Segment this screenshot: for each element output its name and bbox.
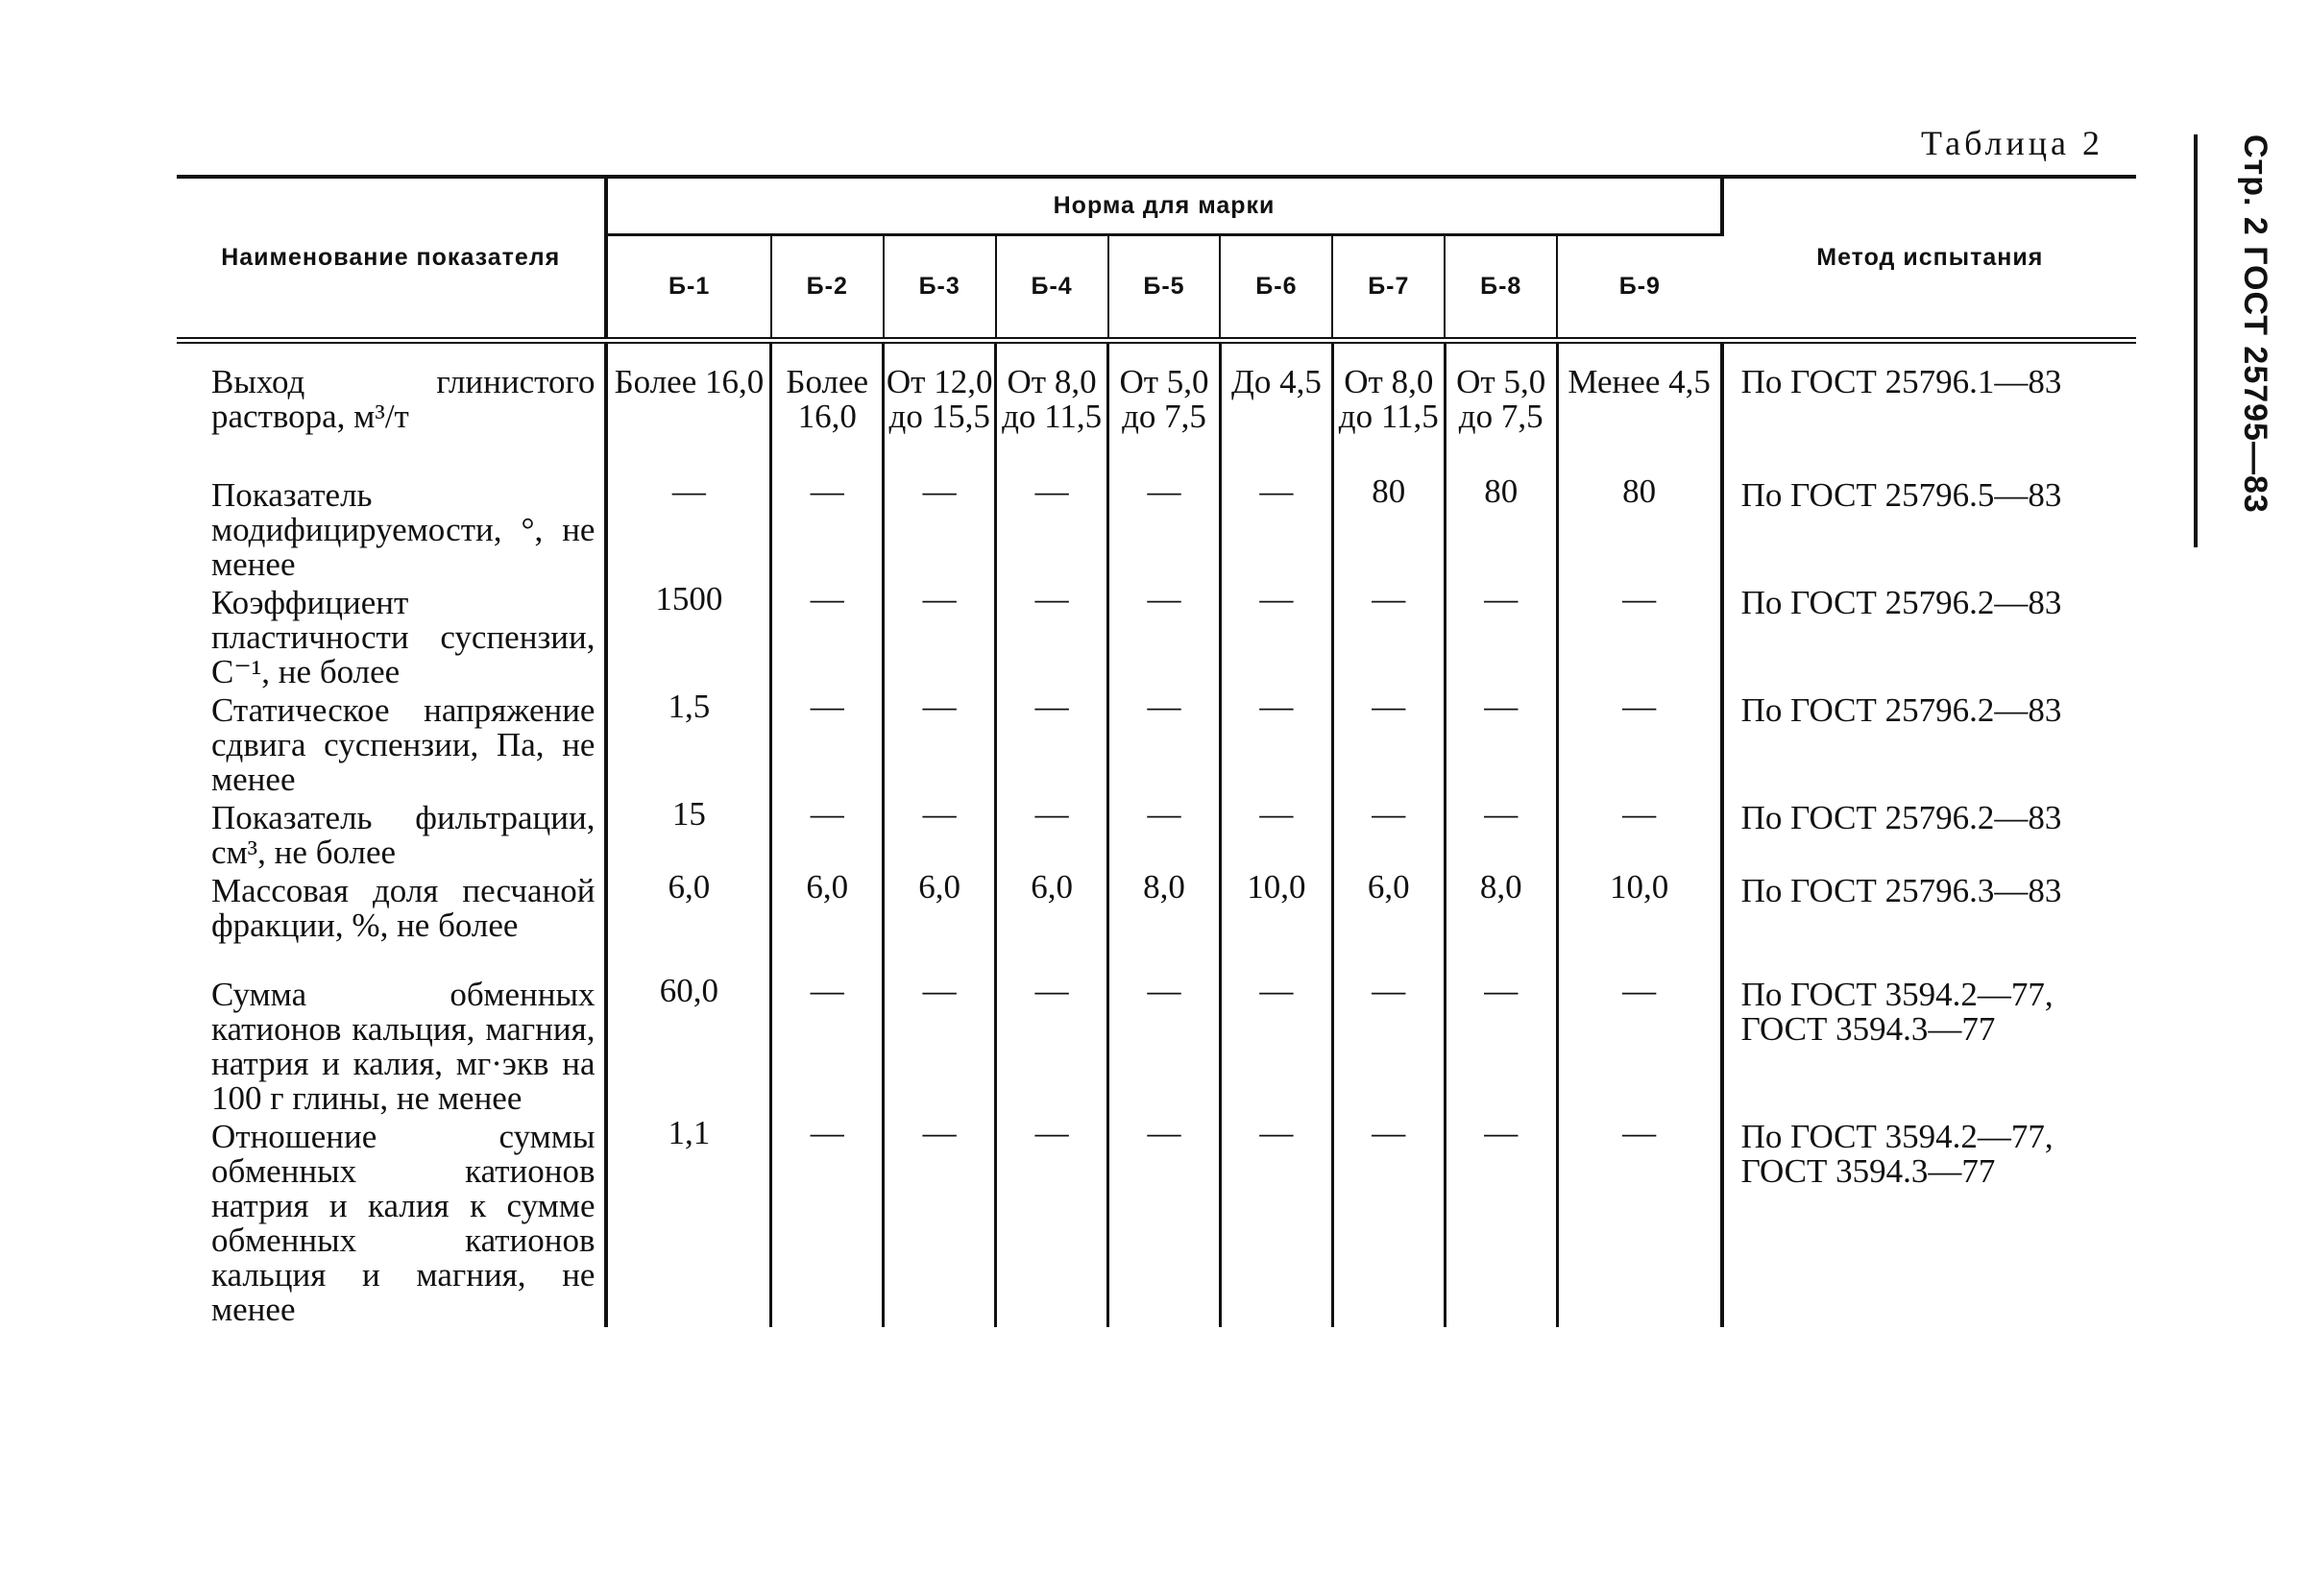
grade-value-cell: — (606, 474, 770, 582)
side-header-rule (2194, 134, 2198, 547)
table-row (177, 340, 2136, 474)
grade-value-cell: — (1332, 1116, 1445, 1327)
standards-table (177, 175, 2136, 1327)
grade-value-cell: 8,0 (1445, 870, 1557, 974)
grade-header: Б-5 (1108, 234, 1221, 340)
grade-value-cell: — (771, 974, 884, 1116)
grade-value-cell: — (1108, 797, 1221, 870)
grade-value-cell: — (996, 582, 1108, 689)
grade-value-cell: — (1445, 974, 1557, 1116)
grade-value-cell: — (1445, 582, 1557, 689)
grade-value-cell: — (771, 582, 884, 689)
grade-header: Б-8 (1445, 234, 1557, 340)
grade-value-cell: — (884, 474, 996, 582)
grade-value-cell: — (1108, 474, 1221, 582)
header-indicator-name: Наименование показателя (221, 243, 561, 271)
grade-value-cell: От 12,0 до 15,5 (884, 340, 996, 474)
grade-value-cell: Более 16,0 (606, 340, 770, 474)
test-method-cell: По ГОСТ 25796.3—83 (1722, 870, 2136, 974)
table-row (177, 870, 2136, 974)
grade-value-cell: — (771, 474, 884, 582)
grade-value-cell: — (996, 974, 1108, 1116)
grade-value-cell: 1,1 (606, 1116, 770, 1327)
grade-value-cell: — (1108, 582, 1221, 689)
table-row (177, 974, 2136, 1116)
grade-value-cell: — (1557, 1116, 1721, 1327)
grade-value-cell: — (1108, 689, 1221, 797)
grade-value-cell: — (884, 1116, 996, 1327)
header-norm-for-grade: Норма для марки (606, 177, 1721, 234)
page-side-header (2194, 134, 2290, 557)
grade-header: Б-1 (606, 234, 770, 340)
grade-value-cell: — (996, 797, 1108, 870)
grade-value-cell: Более 16,0 (771, 340, 884, 474)
grade-value-cell: — (1332, 689, 1445, 797)
table-row (177, 1116, 2136, 1327)
grade-header: Б-4 (996, 234, 1108, 340)
grade-value-cell: 8,0 (1108, 870, 1221, 974)
grade-value-cell: — (1108, 974, 1221, 1116)
grade-value-cell: — (1332, 582, 1445, 689)
table (177, 175, 2136, 1327)
grade-value-cell: — (1557, 582, 1721, 689)
test-method-cell: По ГОСТ 3594.2—77, ГОСТ 3594.3—77 (1722, 1116, 2136, 1327)
grade-value-cell: 6,0 (884, 870, 996, 974)
grade-value-cell: 10,0 (1220, 870, 1332, 974)
grade-header: Б-2 (771, 234, 884, 340)
grade-value-cell: — (1332, 797, 1445, 870)
test-method-cell: По ГОСТ 25796.2—83 (1722, 689, 2136, 797)
grade-value-cell: 15 (606, 797, 770, 870)
indicator-name-cell: Показатель модифицируемости, °, не менее (211, 476, 595, 583)
table-header (177, 177, 2136, 340)
indicator-name-cell: Показатель фильтрации, см³, не более (211, 799, 595, 871)
grade-value-cell: — (1220, 797, 1332, 870)
grade-header: Б-9 (1557, 234, 1721, 340)
test-method-cell: По ГОСТ 3594.2—77, ГОСТ 3594.3—77 (1722, 974, 2136, 1116)
grade-value-cell: — (884, 689, 996, 797)
grade-header: Б-6 (1220, 234, 1332, 340)
grade-value-cell: — (996, 1116, 1108, 1327)
grade-value-cell: От 5,0 до 7,5 (1108, 340, 1221, 474)
table-caption: Таблица 2 (1921, 124, 2103, 162)
grade-header: Б-7 (1332, 234, 1445, 340)
grade-value-cell: — (771, 797, 884, 870)
table-row (177, 474, 2136, 582)
grade-value-cell: От 8,0 до 11,5 (1332, 340, 1445, 474)
grade-value-cell: — (1557, 797, 1721, 870)
grade-value-cell: От 8,0 до 11,5 (996, 340, 1108, 474)
grade-value-cell: — (1220, 582, 1332, 689)
table-row (177, 582, 2136, 689)
grade-value-cell: От 5,0 до 7,5 (1445, 340, 1557, 474)
grade-value-cell: 6,0 (771, 870, 884, 974)
grade-value-cell: — (1557, 974, 1721, 1116)
grade-value-cell: 6,0 (1332, 870, 1445, 974)
grade-value-cell: — (1220, 1116, 1332, 1327)
grade-value-cell: 80 (1445, 474, 1557, 582)
indicator-name-cell: Сумма обменных катионов кальция, магния, натрия и калия, мг·экв на 100 г глины, не менее (211, 976, 595, 1117)
grade-value-cell: — (884, 974, 996, 1116)
grade-value-cell: — (884, 582, 996, 689)
grade-value-cell: — (1220, 689, 1332, 797)
grade-value-cell: — (1445, 1116, 1557, 1327)
grade-value-cell: 6,0 (606, 870, 770, 974)
grade-value-cell: 80 (1557, 474, 1721, 582)
grade-value-cell: — (1220, 474, 1332, 582)
grade-value-cell: — (1220, 974, 1332, 1116)
grade-value-cell: 1,5 (606, 689, 770, 797)
test-method-cell: По ГОСТ 25796.2—83 (1722, 797, 2136, 870)
grade-value-cell: 6,0 (996, 870, 1108, 974)
indicator-name-cell: Массовая доля песчаной фракции, %, не более (211, 872, 595, 944)
grade-value-cell: — (1445, 689, 1557, 797)
table-body (177, 340, 2136, 1327)
grade-value-cell: — (771, 689, 884, 797)
grade-header: Б-3 (884, 234, 996, 340)
grade-value-cell: — (1108, 1116, 1221, 1327)
grade-value-cell: — (884, 797, 996, 870)
test-method-cell: По ГОСТ 25796.5—83 (1722, 474, 2136, 582)
side-header-text: Стр. 2 ГОСТ 25795—83 (2237, 134, 2273, 514)
grade-value-cell: — (996, 474, 1108, 582)
indicator-name-cell: Отношение суммы обменных катионов натрия и калия к сумме обменных катионов кальция и магния, не менее (211, 1118, 595, 1328)
grade-value-cell: — (996, 689, 1108, 797)
indicator-name-cell: Коэффициент пластичности суспензии, С⁻¹, не более (211, 584, 595, 690)
indicator-name-cell: Выход глинистого раствора, м³/т (211, 362, 595, 435)
grade-value-cell: 1500 (606, 582, 770, 689)
grade-value-cell: — (1332, 974, 1445, 1116)
grade-value-cell: — (1557, 689, 1721, 797)
table-row (177, 797, 2136, 870)
header-test-method: Метод испытания (1816, 243, 2044, 271)
grade-value-cell: 80 (1332, 474, 1445, 582)
grade-value-cell: 60,0 (606, 974, 770, 1116)
test-method-cell: По ГОСТ 25796.1—83 (1722, 340, 2136, 474)
indicator-name-cell: Статическое напряжение сдвига суспензии, Па, не менее (211, 691, 595, 798)
grade-value-cell: Менее 4,5 (1557, 340, 1721, 474)
grade-value-cell: — (1445, 797, 1557, 870)
grade-value-cell: 10,0 (1557, 870, 1721, 974)
grade-value-cell: До 4,5 (1220, 340, 1332, 474)
table-row (177, 689, 2136, 797)
grade-value-cell: — (771, 1116, 884, 1327)
test-method-cell: По ГОСТ 25796.2—83 (1722, 582, 2136, 689)
